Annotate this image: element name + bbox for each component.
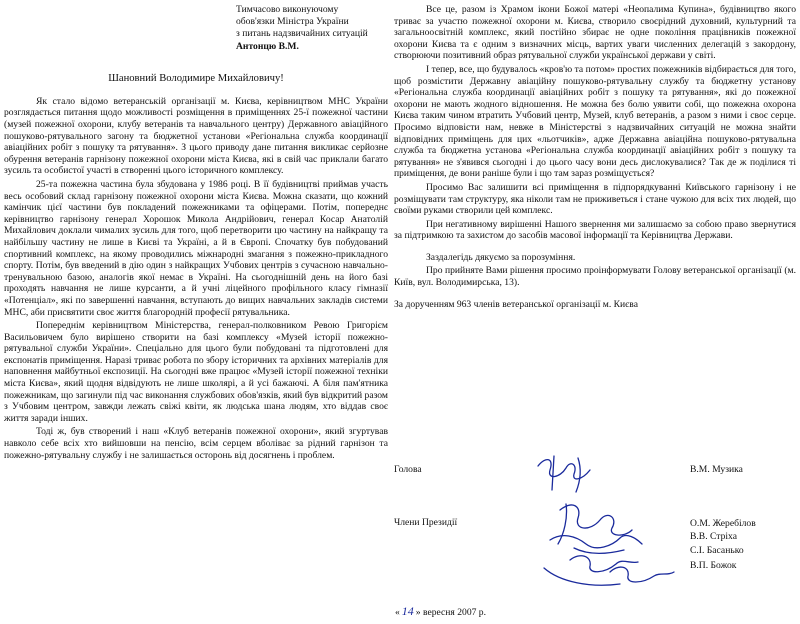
addressee-line-1: Тимчасово виконуючому xyxy=(236,4,339,15)
left-paragraph-1: Як стало відомо ветеранській організації м. Києва, керівництвом МНС України розглядається питання щодо можливості розміщення в приміщеннях 25-ї пожежної частини (музей пожежної охорони, клубу ветеранів та навчального центру) Державного авіаційного пошуково-рятувального загону та бюджетної установи «Регіональна служба координації авіаційних робіт з пошуку та рятування». З цього приводу дане питання викликає серйозне обурення ветеранів гарнізону пожежної охорони міста Києва, які в свій час приклали багато зусиль та особистої участі в створенні цього історичного комплексу. xyxy=(4,95,388,177)
right-paragraph-4: При негативному вирішенні Нашого звернення ми залишаємо за собою право звернутися за підтримкою та захистом до засобів масової інформації та Керівництва Держави. xyxy=(394,218,796,242)
mandate-line: За дорученням 963 членів ветеранської організації м. Києва xyxy=(394,298,638,310)
presidium-label: Члени Президії xyxy=(394,517,458,528)
left-column xyxy=(4,4,388,463)
presidium-member-4: В.П. Божок xyxy=(690,560,737,571)
right-paragraph-3: Просимо Вас залишити всі приміщення в підпорядкуванні Київського гарнізону і не розміщувати там структуру, яка ніколи там не приживеться і стане чужою для всіх тих людей, що своїми руками створили цей комплекс. xyxy=(394,181,796,217)
addressee-line-2: обов'язки Міністра України xyxy=(236,16,349,28)
right-paragraph-2: І тепер, все, що будувалось «кров'ю та потом» простих пожежників відбирається для того, щоб розмістити Державну авіаційну пошуково-рятувальну службу та бюджетну установу «Регіональна служба координації авіаційних робіт з пошуку та рятування», які до пожежної охорони не мають жодного відношення. Не можна без болю уявити собі, що пожежна охорона Києва таким чином втратить Учбовий центр, Музей, клуб ветеранів, а разом з ними і своє серце. Просимо відповісти нам, невже в Міністерстві з надзвичайних ситуацій не можна знайти відповідних приміщень для цих «льотчиків», адже Державна авіаційна пошуково-рятувальна служба та бюджетна установа «Регіональна служба координації авіаційних робіт з пошуку та рятування» не з'явився сьогодні і до цього часу вони десь дислокувалися? Так де ж поділися ті приміщення, де вони раніше були і що там зараз розміщується? xyxy=(394,63,796,180)
date-day: 14 xyxy=(401,604,414,618)
letter-date xyxy=(395,604,486,619)
thanks-line: Заздалегідь дякуємо за порозуміння. xyxy=(426,251,576,263)
right-paragraph-1: Все це, разом із Храмом ікони Божої матері «Неопалима Купина», будівництво якого триває за участю пожежної охорони м. Києва, створило своєрідний духовний, культурний та загальноосвітній комплекс, який постійно збирає не одне покоління працівників пожежної охорони Києва та є одним з визначних місць, вартих уваги численних делегацій з закордону, створюючи позитивний образ рятувальної служби української держави у світі. xyxy=(394,4,796,62)
date-suffix: » вересня 2007 р. xyxy=(415,607,487,618)
left-paragraph-3: Попереднім керівництвом Міністерства, генерал-полковником Ревою Григорієм Васильовичем було вирішено створити на базі комплексу «Музей історії пожежно-рятувальної служби України». Спеціально для цього були побудовані та підготовлені для експонатів приміщення. Наразі триває робота по збору історичних та архівних матеріалів для наповнення майбутньої експозиції. На сьогодні вже працює «Музей історії пожежної техніки міста Києва», який щодня відвідують не лише школярі, а й усі бажаючі. А біля пам'ятника пожежникам, що загинули під час виконання службових обов'язків, який був відкритий разом з Учбовим центром, завжди лежать свіжі квіти, як людська шана людям, хто віддав своє життя заради інших. xyxy=(4,320,388,424)
presidium-member-2: В.В. Стріха xyxy=(690,531,737,542)
addressee-block xyxy=(236,4,388,53)
signature-member-2 xyxy=(550,536,642,548)
signature-member-1 xyxy=(560,505,632,535)
head-name: В.М. Музика xyxy=(690,464,743,475)
salutation: Шановний Володимире Михайловичу! xyxy=(108,72,284,84)
signature-head xyxy=(538,460,590,479)
head-label: Голова xyxy=(394,464,422,475)
presidium-member-1: О.М. Жеребілов xyxy=(690,518,756,529)
left-paragraph-2: 25-та пожежна частина була збудована у 1986 році. В її будівництві приймав участь весь особовий склад гарнізону пожежної охорони міста Києва. Можна сказати, що кожний камінчик цієї частини був покладений пожежниками та офіцерами. Потім, попереднє керівництво гарнізону генерал Хорошок Микола Андрійович, генерал Косар Анатолій Михайлович доклали чималих зусиль для того, щоб перетворити цю частину на найкращу та найбільшу частину не лише в Києві та Україні, а й в Європі. Спочатку був побудований спортивний комплекс, на якому проводились міжнародні змагання з пожежно-прикладного спорту. Потім, був введений в дію один з найкращих Учбових центрів з сучасною навчально-тренувальною базою, аналогів якої немає в Україні. На сьогоднішній день на його базі проходять навчання не лише курсанти, а й учні ліцейного профільного класу гімназії «Потенціал», які по завершенні навчання, вступають до вищих навчальних закладів системи МНС, аби присвятити своє життя благородній професії рятувальника. xyxy=(4,178,388,318)
signature-member-3 xyxy=(570,556,638,572)
date-prefix: « xyxy=(395,607,400,618)
right-column xyxy=(394,4,796,310)
addressee-name: Антонцю В.М. xyxy=(236,40,299,52)
signature-member-4 xyxy=(610,567,674,582)
left-paragraph-4: Тоді ж, був створений і наш «Клуб ветеранів пожежної охорони», який згуртував навколо себе всіх хто вийшовши на пенсію, всім серцем вболіває за рідний гарнізон та пожежно-рятувальну службу і не залишається осторонь від досягнень і проблем. xyxy=(4,426,388,461)
presidium-member-3: С.І. Басанько xyxy=(690,545,744,556)
handwritten-signatures xyxy=(520,448,680,598)
reply-request: Про прийняте Вами рішення просимо проінформувати Голову ветеранської організації (м. Київ, вул. Володимирська, 13). xyxy=(394,265,796,289)
addressee-line-3: з питань надзвичайних ситуацій xyxy=(236,28,368,40)
